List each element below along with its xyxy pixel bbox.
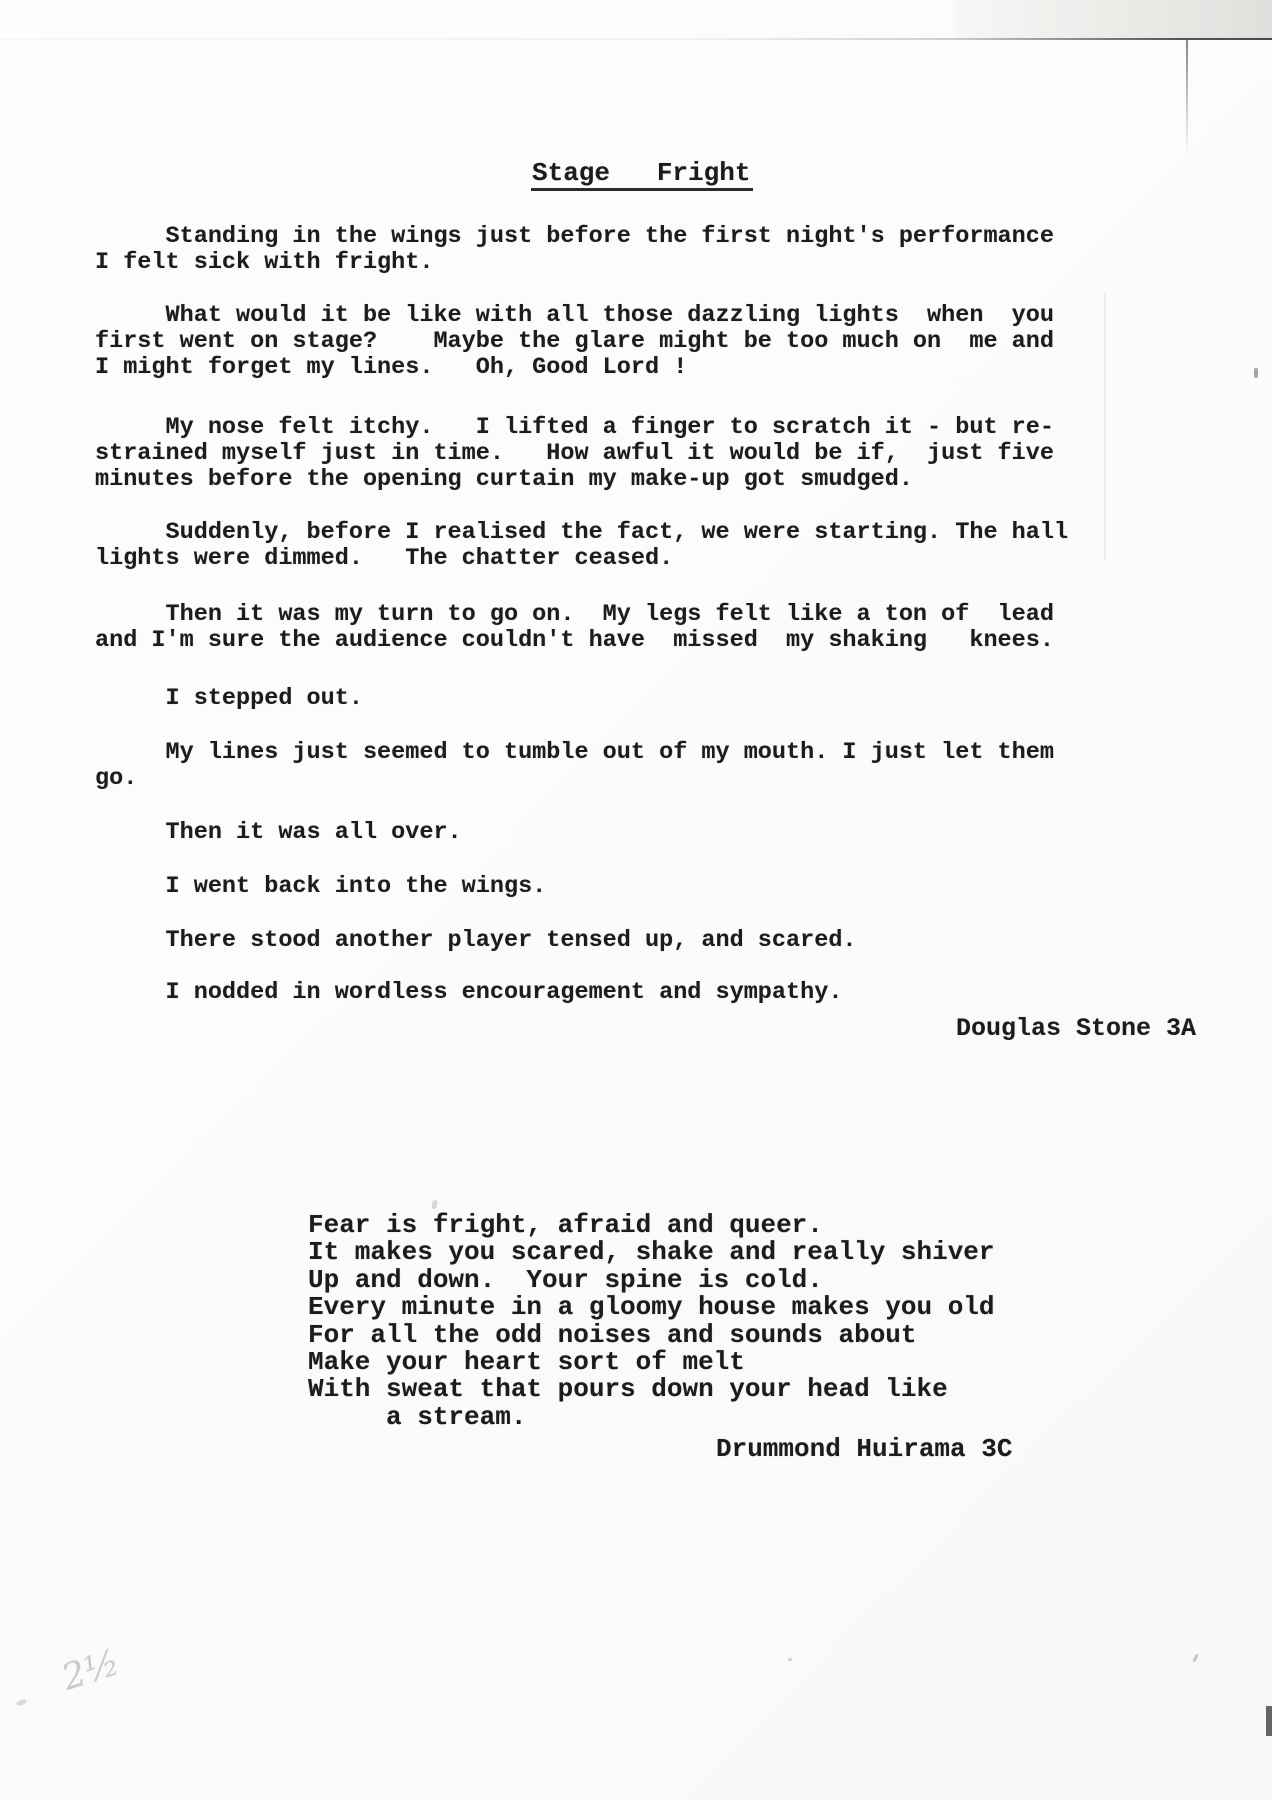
scan-speck — [1192, 1654, 1198, 1663]
story-paragraph — [95, 303, 1054, 381]
scan-speck — [15, 1698, 27, 1706]
story-paragraph — [95, 686, 363, 712]
scan-shadow-band — [955, 0, 1272, 39]
text-line: I went back into the wings. — [95, 873, 547, 900]
scan-fold-line — [1104, 292, 1106, 560]
poem-line: It makes you scared, shake and really shiver — [308, 1237, 995, 1268]
text-line: There stood another player tensed up, and scared. — [95, 927, 857, 954]
story-paragraph — [95, 520, 1068, 572]
poem-line: Make your heart sort of melt — [308, 1347, 745, 1378]
text-line: I nodded in wordless encouragement and sympathy. — [95, 979, 843, 1006]
story-paragraph — [95, 415, 1054, 493]
text-line: lights were dimmed. The chatter ceased. — [95, 545, 674, 572]
poem-line: Every minute in a gloomy house makes you old — [308, 1292, 995, 1323]
story-title: Stage Fright — [531, 160, 753, 191]
story-paragraph — [95, 874, 546, 900]
text-line: I might forget my lines. Oh, Good Lord ! — [95, 354, 688, 381]
text-line: first went on stage? Maybe the glare might be too much on me and — [95, 328, 1054, 355]
scan-edge-line — [0, 38, 1272, 40]
poem-line: With sweat that pours down your head like — [308, 1374, 948, 1405]
text-line: Then it was my turn to go on. My legs felt like a ton of lead — [95, 601, 1054, 628]
story-paragraph — [95, 928, 857, 954]
text-line: strained myself just in time. How awful it would be if, just five — [95, 440, 1054, 467]
text-line: and I'm sure the audience couldn't have missed my shaking knees. — [95, 627, 1054, 654]
story-paragraph — [95, 740, 1054, 792]
scan-edge-line-vertical — [1186, 39, 1188, 154]
text-line: My nose felt itchy. I lifted a finger to scratch it - but re- — [95, 414, 1054, 441]
poem-lines — [308, 1212, 995, 1431]
text-line: I stepped out. — [95, 685, 363, 712]
story-paragraph — [95, 602, 1054, 654]
story-paragraph — [95, 820, 462, 846]
text-line: minutes before the opening curtain my make-up got smudged. — [95, 466, 913, 493]
handwritten-pencil-note: 2½ — [57, 1642, 125, 1699]
story-paragraph — [95, 224, 1054, 276]
poem-author-credit: Drummond Huirama 3C — [716, 1434, 1013, 1464]
text-line: go. — [95, 765, 138, 792]
text-line: What would it be like with all those dazzling lights when you — [95, 302, 1054, 329]
scan-speck — [1266, 1706, 1272, 1736]
text-line: Standing in the wings just before the first night's performance — [95, 223, 1054, 250]
scan-speck — [431, 1200, 438, 1210]
poem-line: Fear is fright, afraid and queer. — [308, 1210, 823, 1240]
poem-line: Up and down. Your spine is cold. — [308, 1264, 823, 1295]
text-line: I felt sick with fright. — [95, 249, 434, 276]
text-line: Suddenly, before I realised the fact, we were starting. The hall — [95, 519, 1069, 546]
story-paragraph — [95, 980, 842, 1006]
scan-speck — [1254, 368, 1258, 378]
story-author-credit: Douglas Stone 3A — [956, 1014, 1197, 1043]
poem-line: For all the odd noises and sounds about — [308, 1319, 917, 1350]
text-line: My lines just seemed to tumble out of my mouth. I just let them — [95, 739, 1054, 766]
poem-line: a stream. — [308, 1401, 527, 1432]
scan-speck — [788, 1658, 792, 1661]
text-line: Then it was all over. — [95, 819, 462, 846]
